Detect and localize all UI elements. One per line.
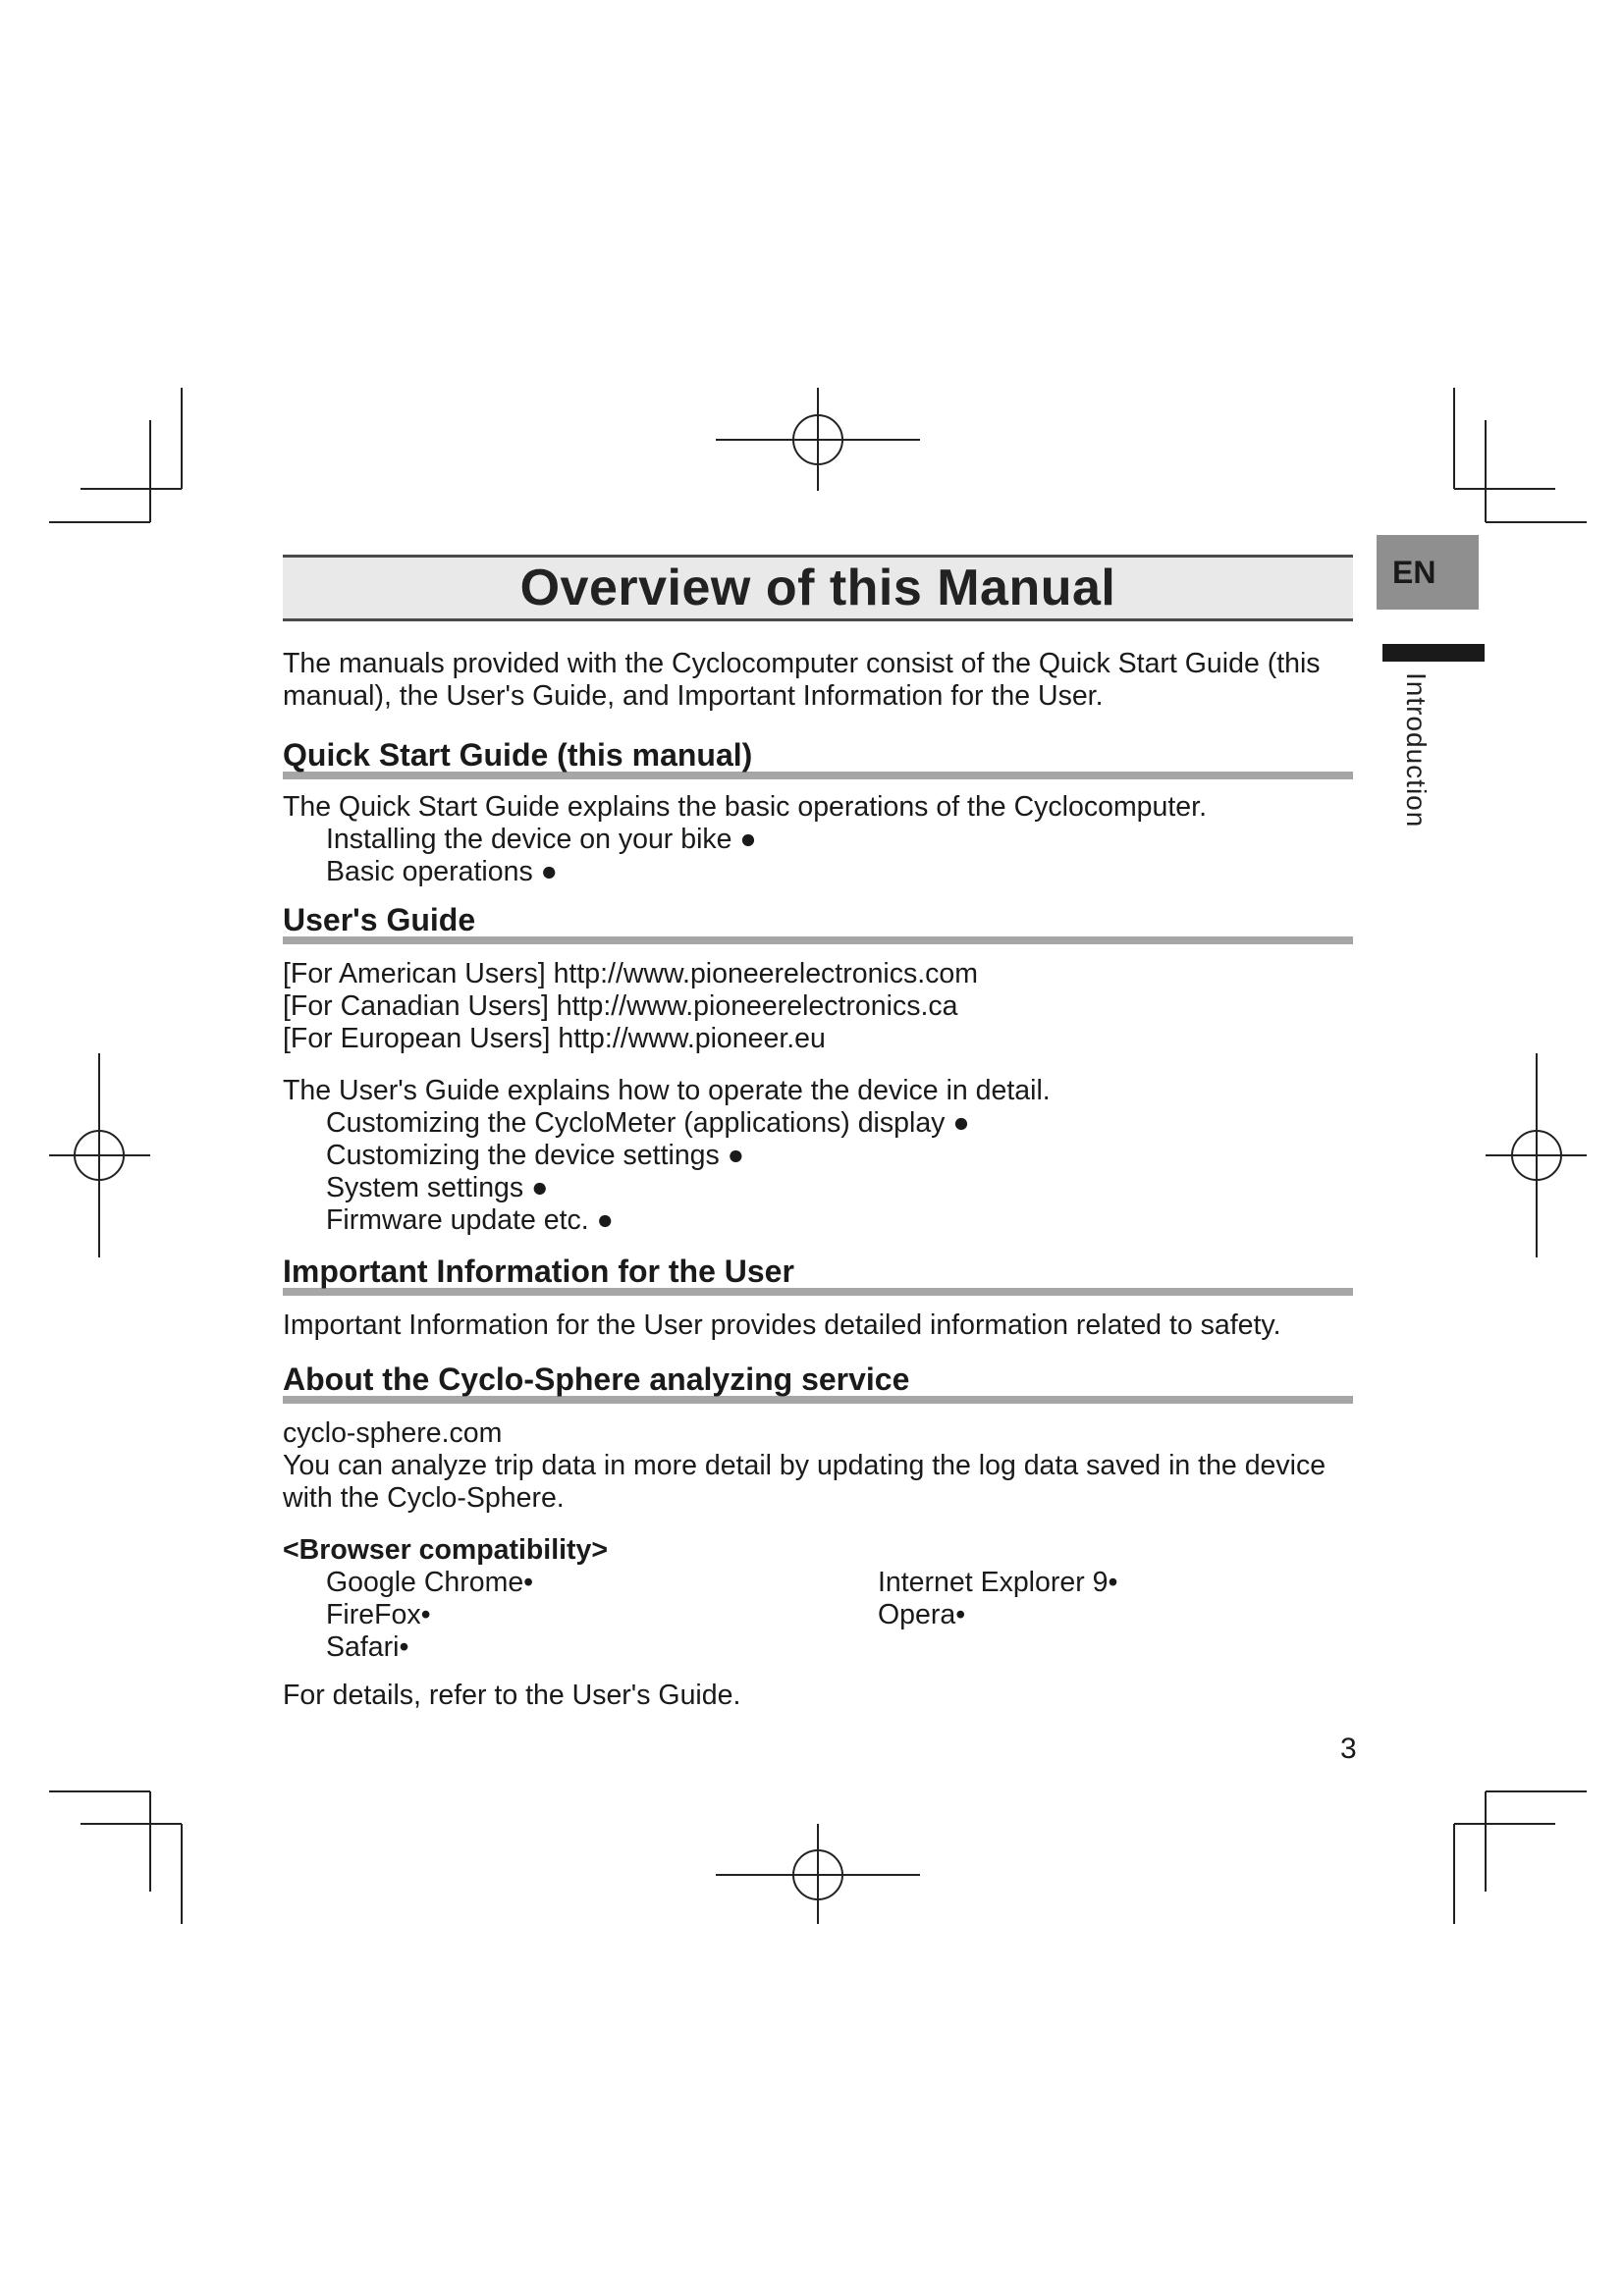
list-item: System settings ● (326, 1172, 549, 1203)
list-item: Firmware update etc. ● (326, 1204, 614, 1236)
cyclo-sphere-text: You can analyze trip data in more detail by updating the log data saved in the device with the Cyclo-Sphere. (283, 1450, 1326, 1514)
quick-start-text: The Quick Start Guide explains the basic operations of the Cyclocomputer. (283, 791, 1207, 823)
important-info-text: Important Information for the User provides detailed information related to safety. (283, 1309, 1281, 1341)
section-side-label: Introduction (1401, 672, 1432, 828)
browser-column-left (283, 1567, 878, 1664)
important-info-heading: Important Information for the User (283, 1254, 794, 1289)
side-marker-bar (1382, 644, 1485, 662)
browser-item: Opera• (878, 1599, 966, 1630)
users-guide-link[interactable]: [For Canadian Users] http://www.pioneerelectronics.ca (283, 990, 958, 1022)
cyclo-sphere-section (283, 1361, 1353, 1712)
cyclo-sphere-url[interactable]: cyclo-sphere.com (283, 1417, 503, 1449)
browser-item: Internet Explorer 9• (878, 1567, 1118, 1598)
users-guide-section (283, 901, 1353, 1237)
browser-item: FireFox• (326, 1599, 431, 1630)
users-guide-link[interactable]: [For American Users] http://www.pioneerelectronics.com (283, 958, 979, 989)
cyclo-sphere-footer: For details, refer to the User's Guide. (283, 1680, 741, 1711)
list-item: Customizing the CycloMeter (applications) display ● (326, 1107, 970, 1139)
language-tab-label: EN (1392, 554, 1436, 590)
list-item: Installing the device on your bike ● (326, 824, 757, 855)
browser-compat-heading: <Browser compatibility> (283, 1534, 609, 1566)
users-guide-link[interactable]: [For European Users] http://www.pioneer.eu (283, 1023, 826, 1054)
page-number: 3 (1340, 1733, 1357, 1765)
intro-section (283, 648, 1353, 713)
browser-item: Safari• (326, 1631, 409, 1663)
browser-column-right (878, 1567, 1117, 1664)
quick-start-heading: Quick Start Guide (this manual) (283, 737, 753, 773)
important-info-section (283, 1253, 1353, 1342)
list-item: Basic operations ● (326, 856, 558, 887)
cyclo-sphere-heading: About the Cyclo-Sphere analyzing service (283, 1362, 910, 1397)
browser-item: Google Chrome• (326, 1567, 534, 1598)
users-guide-text: The User's Guide explains how to operate the device in detail. (283, 1075, 1051, 1106)
users-guide-heading: User's Guide (283, 902, 476, 937)
title-bar (283, 555, 1353, 621)
page-title: Overview of this Manual (519, 560, 1116, 616)
intro-paragraph: The manuals provided with the Cyclocomputer consist of the Quick Start Guide (this manual), the User's Guide, and Important Information for the User. (283, 648, 1321, 712)
quick-start-section (283, 736, 1353, 888)
language-tab (1377, 535, 1479, 610)
list-item: Customizing the device settings ● (326, 1140, 744, 1171)
browser-list (283, 1567, 1353, 1664)
